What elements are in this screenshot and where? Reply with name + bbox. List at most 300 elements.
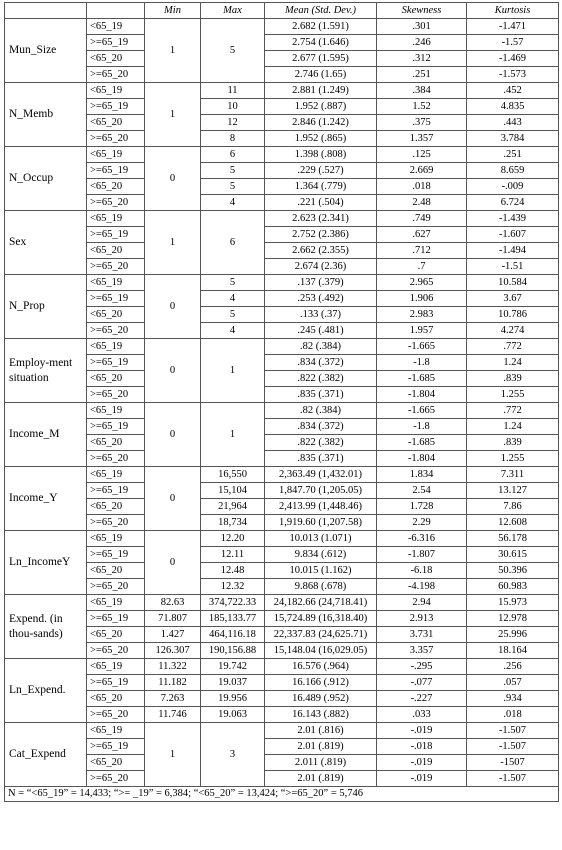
mean-std-value: 2.01 (.819) — [265, 771, 377, 787]
mean-std-value: 1.398 (.808) — [265, 147, 377, 163]
max-value: 190,156.88 — [201, 643, 265, 659]
group-label: >=65_20 — [87, 515, 145, 531]
max-value: 4 — [201, 291, 265, 307]
min-value: 7.263 — [145, 691, 201, 707]
max-value: 464,116.18 — [201, 627, 265, 643]
variable-name: N_Memb — [5, 83, 87, 147]
table-row — [5, 83, 559, 99]
mean-std-value: 24,182.66 (24,718.41) — [265, 595, 377, 611]
kurtosis-value: 56.178 — [467, 531, 559, 547]
header-min: Min — [145, 3, 201, 19]
kurtosis-value: 6.724 — [467, 195, 559, 211]
table-row — [5, 467, 559, 483]
table-row — [5, 707, 559, 723]
min-value: 0 — [145, 403, 201, 467]
mean-std-value: .229 (.527) — [265, 163, 377, 179]
variable-name: N_Prop — [5, 275, 87, 339]
skewness-value: .312 — [377, 51, 467, 67]
skewness-value: -.077 — [377, 675, 467, 691]
kurtosis-value: -1.471 — [467, 19, 559, 35]
min-value: 1.427 — [145, 627, 201, 643]
max-value: 6 — [201, 211, 265, 275]
skewness-value: 2.54 — [377, 483, 467, 499]
table-row — [5, 419, 559, 435]
skewness-value: -.227 — [377, 691, 467, 707]
mean-std-value: .133 (.37) — [265, 307, 377, 323]
skewness-value: -1.665 — [377, 339, 467, 355]
group-label: >=65_20 — [87, 707, 145, 723]
skewness-value: -1.685 — [377, 371, 467, 387]
table-row — [5, 243, 559, 259]
skewness-value: 1.906 — [377, 291, 467, 307]
mean-std-value: 10.013 (1.071) — [265, 531, 377, 547]
skewness-value: .384 — [377, 83, 467, 99]
table-row — [5, 371, 559, 387]
max-value: 12.20 — [201, 531, 265, 547]
skewness-value: -.019 — [377, 723, 467, 739]
group-label: <65_19 — [87, 467, 145, 483]
kurtosis-value: 8.659 — [467, 163, 559, 179]
skewness-value: .125 — [377, 147, 467, 163]
footer-row — [5, 787, 559, 802]
kurtosis-value: 10.584 — [467, 275, 559, 291]
table-row — [5, 659, 559, 675]
table-row — [5, 691, 559, 707]
mean-std-value: 15,148.04 (16,029.05) — [265, 643, 377, 659]
max-value: 6 — [201, 147, 265, 163]
kurtosis-value: 50.396 — [467, 563, 559, 579]
kurtosis-value: -1.51 — [467, 259, 559, 275]
group-label: <65_19 — [87, 531, 145, 547]
skewness-value: .033 — [377, 707, 467, 723]
header-kurtosis: Kurtosis — [467, 3, 559, 19]
sample-size-note: N = “<65_19” = 14,433; “>= _19” = 6,384; “<65_20” = 13,424; “>=65_20” = 5,746 — [5, 787, 559, 802]
skewness-value: .251 — [377, 67, 467, 83]
table-row — [5, 435, 559, 451]
skewness-value: 3.357 — [377, 643, 467, 659]
kurtosis-value: -1.507 — [467, 771, 559, 787]
max-value: 15,104 — [201, 483, 265, 499]
group-label: <65_20 — [87, 691, 145, 707]
table-row — [5, 755, 559, 771]
kurtosis-value: .772 — [467, 403, 559, 419]
skewness-value: 1.52 — [377, 99, 467, 115]
group-label: >=65_20 — [87, 131, 145, 147]
min-value: 1 — [145, 211, 201, 275]
mean-std-value: .253 (.492) — [265, 291, 377, 307]
mean-std-value: 2.674 (2.36) — [265, 259, 377, 275]
mean-std-value: 2.746 (1.65) — [265, 67, 377, 83]
table-row — [5, 323, 559, 339]
group-label: <65_19 — [87, 723, 145, 739]
kurtosis-value: .057 — [467, 675, 559, 691]
table-row — [5, 531, 559, 547]
skewness-value: -.295 — [377, 659, 467, 675]
kurtosis-value: 25.996 — [467, 627, 559, 643]
mean-std-value: 2.011 (.819) — [265, 755, 377, 771]
mean-std-value: 1.952 (.887) — [265, 99, 377, 115]
table-row — [5, 227, 559, 243]
mean-std-value: 2.752 (2.386) — [265, 227, 377, 243]
group-label: >=65_19 — [87, 611, 145, 627]
mean-std-value: 16.489 (.952) — [265, 691, 377, 707]
min-value: 11.322 — [145, 659, 201, 675]
mean-std-value: 2.754 (1.646) — [265, 35, 377, 51]
table-row — [5, 387, 559, 403]
kurtosis-value: 7.311 — [467, 467, 559, 483]
group-label: <65_19 — [87, 595, 145, 611]
skewness-value: -.019 — [377, 755, 467, 771]
group-label: >=65_20 — [87, 67, 145, 83]
skewness-value: -1.8 — [377, 419, 467, 435]
group-label: <65_19 — [87, 659, 145, 675]
variable-name: Employ-ment situation — [5, 339, 87, 403]
mean-std-value: 1.364 (.779) — [265, 179, 377, 195]
kurtosis-value: 15.973 — [467, 595, 559, 611]
kurtosis-value: 3.67 — [467, 291, 559, 307]
table-row — [5, 51, 559, 67]
mean-std-value: .137 (.379) — [265, 275, 377, 291]
kurtosis-value: .256 — [467, 659, 559, 675]
table-row — [5, 515, 559, 531]
kurtosis-value: -1507 — [467, 755, 559, 771]
kurtosis-value: 12.608 — [467, 515, 559, 531]
variable-name: Sex — [5, 211, 87, 275]
table-row — [5, 355, 559, 371]
variable-name: Ln_Expend. — [5, 659, 87, 723]
min-value: 1 — [145, 19, 201, 83]
table-row — [5, 611, 559, 627]
variable-name: Income_M — [5, 403, 87, 467]
mean-std-value: .822 (.382) — [265, 435, 377, 451]
group-label: >=65_20 — [87, 259, 145, 275]
kurtosis-value: 3.784 — [467, 131, 559, 147]
group-label: <65_20 — [87, 371, 145, 387]
mean-std-value: 2,413.99 (1,448.46) — [265, 499, 377, 515]
kurtosis-value: 12.978 — [467, 611, 559, 627]
mean-std-value: 2.682 (1.591) — [265, 19, 377, 35]
table-row — [5, 499, 559, 515]
group-label: <65_19 — [87, 275, 145, 291]
mean-std-value: 16.166 (.912) — [265, 675, 377, 691]
mean-std-value: 2.846 (1.242) — [265, 115, 377, 131]
mean-std-value: .822 (.382) — [265, 371, 377, 387]
table-row — [5, 771, 559, 787]
mean-std-value: 2.01 (.819) — [265, 739, 377, 755]
variable-name: Ln_IncomeY — [5, 531, 87, 595]
group-label: >=65_19 — [87, 739, 145, 755]
table-row — [5, 35, 559, 51]
skewness-value: .749 — [377, 211, 467, 227]
skewness-value: 1.728 — [377, 499, 467, 515]
group-label: <65_19 — [87, 339, 145, 355]
skewness-value: .375 — [377, 115, 467, 131]
max-value: 19.956 — [201, 691, 265, 707]
group-label: <65_20 — [87, 755, 145, 771]
mean-std-value: .82 (.384) — [265, 339, 377, 355]
table-row — [5, 67, 559, 83]
max-value: 10 — [201, 99, 265, 115]
skewness-value: 1.357 — [377, 131, 467, 147]
min-value: 82.63 — [145, 595, 201, 611]
group-label: >=65_19 — [87, 547, 145, 563]
max-value: 19.063 — [201, 707, 265, 723]
mean-std-value: 2.01 (.816) — [265, 723, 377, 739]
max-value: 1 — [201, 339, 265, 403]
kurtosis-value: -.009 — [467, 179, 559, 195]
group-label: >=65_20 — [87, 643, 145, 659]
skewness-value: 2.983 — [377, 307, 467, 323]
mean-std-value: 1,847.70 (1,205.05) — [265, 483, 377, 499]
group-label: <65_20 — [87, 115, 145, 131]
group-label: >=65_19 — [87, 355, 145, 371]
max-value: 5 — [201, 275, 265, 291]
group-label: >=65_20 — [87, 195, 145, 211]
kurtosis-value: .934 — [467, 691, 559, 707]
kurtosis-value: 4.274 — [467, 323, 559, 339]
group-label: >=65_19 — [87, 483, 145, 499]
skewness-value: 2.965 — [377, 275, 467, 291]
header-max: Max — [201, 3, 265, 19]
kurtosis-value: 4.835 — [467, 99, 559, 115]
mean-std-value: 9.868 (.678) — [265, 579, 377, 595]
max-value: 19.742 — [201, 659, 265, 675]
skewness-value: -6.316 — [377, 531, 467, 547]
group-label: <65_20 — [87, 563, 145, 579]
kurtosis-value: .839 — [467, 371, 559, 387]
max-value: 8 — [201, 131, 265, 147]
group-label: >=65_19 — [87, 99, 145, 115]
skewness-value: -1.665 — [377, 403, 467, 419]
mean-std-value: 16.143 (.882) — [265, 707, 377, 723]
mean-std-value: 1.952 (.865) — [265, 131, 377, 147]
mean-std-value: 2.677 (1.595) — [265, 51, 377, 67]
variable-name: Cat_Expend — [5, 723, 87, 787]
table-row — [5, 723, 559, 739]
group-label: >=65_20 — [87, 771, 145, 787]
group-label: <65_19 — [87, 403, 145, 419]
min-value: 71.807 — [145, 611, 201, 627]
min-value: 11.182 — [145, 675, 201, 691]
header-row — [5, 3, 559, 19]
kurtosis-value: 1.24 — [467, 355, 559, 371]
table-row — [5, 563, 559, 579]
table-row — [5, 579, 559, 595]
kurtosis-value: .452 — [467, 83, 559, 99]
table-row — [5, 163, 559, 179]
max-value: 12.48 — [201, 563, 265, 579]
table-row — [5, 675, 559, 691]
kurtosis-value: 18.164 — [467, 643, 559, 659]
mean-std-value: .221 (.504) — [265, 195, 377, 211]
skewness-value: 2.48 — [377, 195, 467, 211]
skewness-value: .246 — [377, 35, 467, 51]
max-value: 18,734 — [201, 515, 265, 531]
table-row — [5, 195, 559, 211]
stats-table-container — [4, 2, 559, 802]
table-row — [5, 307, 559, 323]
kurtosis-value: -1.57 — [467, 35, 559, 51]
min-value: 0 — [145, 147, 201, 211]
group-label: >=65_19 — [87, 675, 145, 691]
mean-std-value: 9.834 (.612) — [265, 547, 377, 563]
variable-name: Income_Y — [5, 467, 87, 531]
mean-std-value: .835 (.371) — [265, 451, 377, 467]
mean-std-value: .834 (.372) — [265, 419, 377, 435]
group-label: <65_19 — [87, 147, 145, 163]
kurtosis-value: 13.127 — [467, 483, 559, 499]
mean-std-value: 2.623 (2.341) — [265, 211, 377, 227]
skewness-value: -.018 — [377, 739, 467, 755]
min-value: 126.307 — [145, 643, 201, 659]
table-row — [5, 483, 559, 499]
kurtosis-value: .839 — [467, 435, 559, 451]
max-value: 12.32 — [201, 579, 265, 595]
min-value: 0 — [145, 275, 201, 339]
max-value: 21,964 — [201, 499, 265, 515]
max-value: 11 — [201, 83, 265, 99]
skewness-value: .018 — [377, 179, 467, 195]
table-body — [5, 19, 559, 787]
mean-std-value: 1,919.60 (1,207.58) — [265, 515, 377, 531]
kurtosis-value: -1.494 — [467, 243, 559, 259]
kurtosis-value: .251 — [467, 147, 559, 163]
table-row — [5, 595, 559, 611]
min-value: 1 — [145, 723, 201, 787]
header-mean: Mean (Std. Dev.) — [265, 3, 377, 19]
kurtosis-value: 30.615 — [467, 547, 559, 563]
max-value: 1 — [201, 403, 265, 467]
mean-std-value: 22,337.83 (24,625.71) — [265, 627, 377, 643]
mean-std-value: 10.015 (1.162) — [265, 563, 377, 579]
table-row — [5, 739, 559, 755]
mean-std-value: 2,363.49 (1,432.01) — [265, 467, 377, 483]
kurtosis-value: -1.507 — [467, 723, 559, 739]
variable-name: N_Occup — [5, 147, 87, 211]
mean-std-value: 2.662 (2.355) — [265, 243, 377, 259]
table-row — [5, 403, 559, 419]
skewness-value: 3.731 — [377, 627, 467, 643]
group-label: >=65_20 — [87, 579, 145, 595]
group-label: >=65_20 — [87, 323, 145, 339]
kurtosis-value: .443 — [467, 115, 559, 131]
skewness-value: -6.18 — [377, 563, 467, 579]
max-value: 3 — [201, 723, 265, 787]
skewness-value: -1.804 — [377, 451, 467, 467]
group-label: <65_19 — [87, 19, 145, 35]
table-row — [5, 99, 559, 115]
kurtosis-value: 7.86 — [467, 499, 559, 515]
skewness-value: -4.198 — [377, 579, 467, 595]
table-row — [5, 131, 559, 147]
table-row — [5, 179, 559, 195]
group-label: >=65_20 — [87, 451, 145, 467]
descriptive-statistics-table — [4, 2, 559, 802]
min-value: 1 — [145, 83, 201, 147]
skewness-value: 1.834 — [377, 467, 467, 483]
group-label: <65_20 — [87, 307, 145, 323]
table-row — [5, 339, 559, 355]
max-value: 4 — [201, 195, 265, 211]
group-label: <65_19 — [87, 211, 145, 227]
kurtosis-value: 1.255 — [467, 451, 559, 467]
table-row — [5, 275, 559, 291]
kurtosis-value: .018 — [467, 707, 559, 723]
group-label: >=65_19 — [87, 419, 145, 435]
table-row — [5, 147, 559, 163]
skewness-value: 2.94 — [377, 595, 467, 611]
header-variable — [5, 3, 87, 19]
header-group — [87, 3, 145, 19]
max-value: 5 — [201, 179, 265, 195]
table-row — [5, 115, 559, 131]
mean-std-value: .82 (.384) — [265, 403, 377, 419]
table-row — [5, 451, 559, 467]
table-row — [5, 627, 559, 643]
mean-std-value: .835 (.371) — [265, 387, 377, 403]
group-label: <65_20 — [87, 435, 145, 451]
max-value: 5 — [201, 19, 265, 83]
max-value: 5 — [201, 163, 265, 179]
max-value: 5 — [201, 307, 265, 323]
table-row — [5, 291, 559, 307]
mean-std-value: .834 (.372) — [265, 355, 377, 371]
group-label: <65_20 — [87, 243, 145, 259]
skewness-value: .7 — [377, 259, 467, 275]
kurtosis-value: .772 — [467, 339, 559, 355]
skewness-value: -1.807 — [377, 547, 467, 563]
skewness-value: .301 — [377, 19, 467, 35]
group-label: <65_20 — [87, 179, 145, 195]
min-value: 0 — [145, 467, 201, 531]
skewness-value: -1.804 — [377, 387, 467, 403]
mean-std-value: 2.881 (1.249) — [265, 83, 377, 99]
skewness-value: .712 — [377, 243, 467, 259]
kurtosis-value: -1.607 — [467, 227, 559, 243]
group-label: >=65_19 — [87, 35, 145, 51]
table-row — [5, 643, 559, 659]
max-value: 16,550 — [201, 467, 265, 483]
kurtosis-value: -1.573 — [467, 67, 559, 83]
group-label: >=65_19 — [87, 163, 145, 179]
max-value: 4 — [201, 323, 265, 339]
group-label: >=65_19 — [87, 291, 145, 307]
header-skewness: Skewness — [377, 3, 467, 19]
max-value: 12.11 — [201, 547, 265, 563]
min-value: 0 — [145, 531, 201, 595]
group-label: >=65_20 — [87, 387, 145, 403]
group-label: <65_20 — [87, 627, 145, 643]
skewness-value: -1.685 — [377, 435, 467, 451]
table-row — [5, 19, 559, 35]
kurtosis-value: -1.439 — [467, 211, 559, 227]
mean-std-value: 15,724.89 (16,318.40) — [265, 611, 377, 627]
skewness-value: .627 — [377, 227, 467, 243]
kurtosis-value: -1.469 — [467, 51, 559, 67]
kurtosis-value: -1.507 — [467, 739, 559, 755]
skewness-value: 1.957 — [377, 323, 467, 339]
table-row — [5, 547, 559, 563]
max-value: 19.037 — [201, 675, 265, 691]
skewness-value: 2.29 — [377, 515, 467, 531]
kurtosis-value: 1.255 — [467, 387, 559, 403]
min-value: 0 — [145, 339, 201, 403]
group-label: <65_20 — [87, 499, 145, 515]
mean-std-value: .245 (.481) — [265, 323, 377, 339]
table-row — [5, 211, 559, 227]
max-value: 12 — [201, 115, 265, 131]
skewness-value: 2.913 — [377, 611, 467, 627]
